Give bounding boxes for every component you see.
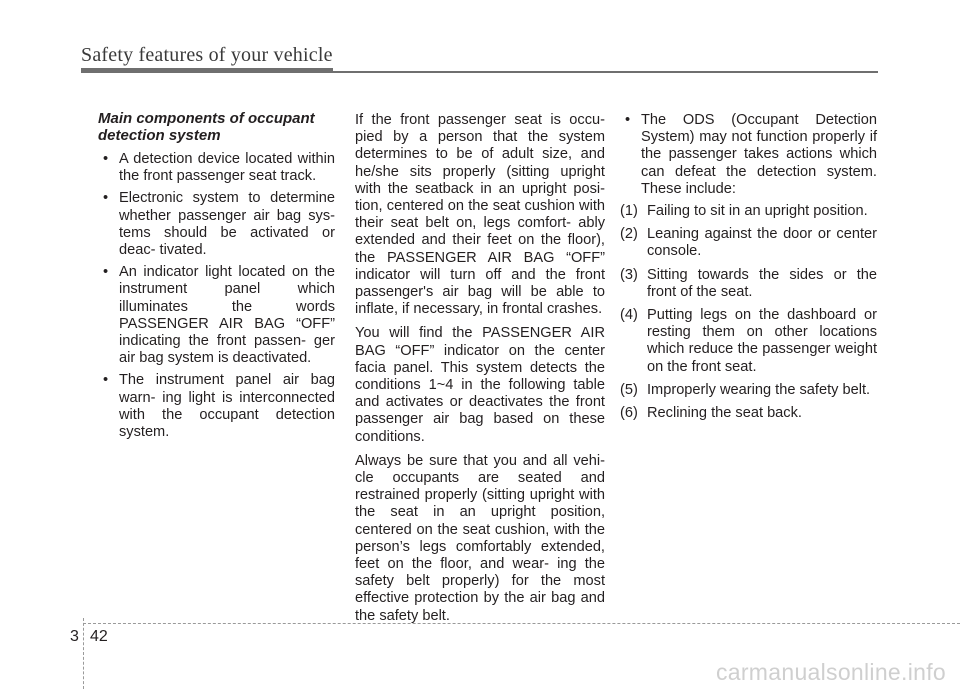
list-item: • Electronic system to determine whether passenger air bag sys- tems should be activated or deac- tivated. [98,190,335,259]
item-text: Improperly wearing the safety belt. [647,381,871,398]
paragraph: You will find the PASSENGER AIR BAG “OFF” indicator on the center facia panel. This system detects the conditions 1~4 in the following table and activates or deactivates the front passenger air bag based on these conditions. [355,325,605,445]
header-rule-accent [81,68,333,73]
paragraph: Always be sure that you and all vehi- cle occupants are seated and restrained properly (sitting upright with the seat in an upright position, centered on the seat cushion, with the person’s legs comfortably extended, feet on the floor, and wear- ing the safety belt properly) for the most effective protection by the air bag and the safety belt. [355,452,605,624]
watermark: carmanualsonline.info [715,659,946,685]
list-item [620,267,877,301]
item-number: (2) [620,226,638,243]
item-text: Leaning against the door or center console. [647,226,877,260]
item-text: Reclining the seat back. [647,405,802,422]
condition-list [620,203,877,422]
page-number: 42 [90,628,108,645]
page-header-title: Safety features of your vehicle [81,44,333,66]
list-item [620,382,877,399]
item-number: (5) [620,381,638,398]
item-number: (6) [620,405,638,422]
list-item [620,405,877,422]
paragraph: If the front passenger seat is occu- pied by a person that the system determines to be of adult size, and he/she sits properly (sitting upright with the seatback in an upright posi- tion, centered on the seat cushion with their seat belt on, legs comfort- ably extended and their feet on the floor), the PASSENGER AIR BAG “OFF” indicator will turn off and the front passenger's air bag will be able to inflate, if necessary, in frontal crashes. [355,112,605,318]
item-text: Failing to sit in an upright position. [647,203,868,220]
item-text: Putting legs on the dashboard or resting them on other locations which reduce the passenger weight on the front seat. [647,307,877,375]
item-number: (4) [620,307,638,324]
list-item [620,203,877,220]
section-heading: Main components of occupant detection system [98,110,315,144]
component-list [98,151,335,441]
footer-rule [83,623,960,624]
list-item: • A detection device located within the front passenger seat track. [98,151,335,185]
list-item [620,307,877,376]
item-number: (3) [620,266,638,283]
footer-divider [83,618,85,689]
list-item: • The ODS (Occupant Detection System) may not function properly if the passenger takes actions which can defeat the detection system. These include: [620,112,877,198]
list-item [620,226,877,260]
column-1 [98,110,335,446]
ods-note [620,112,877,198]
list-item: • The instrument panel air bag warn- ing light is interconnected with the occupant detection system. [98,372,335,441]
column-3 [620,112,877,428]
list-item: • An indicator light located on the instrument panel which illuminates the words PASSENGER AIR BAG “OFF” indicating the front passen- ger air bag system is deactivated. [98,264,335,367]
item-number: (1) [620,203,638,220]
item-text: Sitting towards the sides or the front of the seat. [647,266,877,300]
column-2 [355,112,605,632]
chapter-number: 3 [70,628,79,645]
